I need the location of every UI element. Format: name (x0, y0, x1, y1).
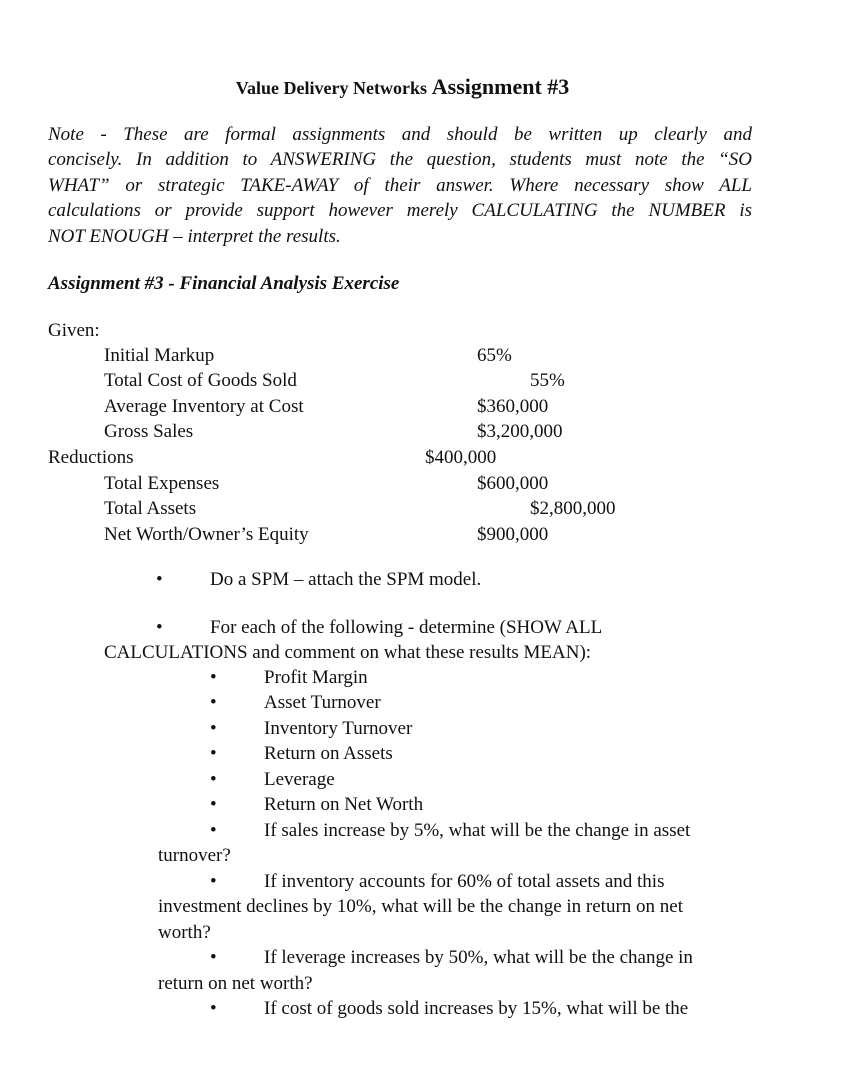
given-label-cogs: Total Cost of Goods Sold (104, 370, 297, 391)
list-item: Leverage (264, 769, 335, 790)
question-line: If leverage increases by 50%, what will be the change in (264, 947, 693, 968)
section-heading: Assignment #3 - Financial Analysis Exercise (48, 273, 400, 294)
bullet-icon: • (210, 769, 217, 790)
given-value: $600,000 (477, 473, 549, 494)
bullet-icon: • (210, 871, 217, 892)
question-line: If inventory accounts for 60% of total assets and this (264, 871, 665, 892)
note-line: WHAT” or strategic TAKE-AWAY of their answer. Where necessary show ALL (48, 175, 752, 196)
given-label-initial-markup: Initial Markup (104, 345, 215, 366)
given-value: 65% (477, 345, 512, 366)
list-item: Inventory Turnover (264, 718, 413, 739)
bullet-icon: • (210, 998, 217, 1019)
question-line: If cost of goods sold increases by 15%, what will be the (264, 998, 689, 1019)
list-item: Asset Turnover (264, 692, 381, 713)
question-line: investment declines by 10%, what will be the change in return on net (158, 896, 683, 917)
bullet-icon: • (210, 718, 217, 739)
note-line: NOT ENOUGH – interpret the results. (48, 226, 341, 247)
given-label-reductions: Reductions (48, 447, 134, 468)
document-title: Value Delivery Networks Assignment #3 (235, 74, 570, 99)
question-line: If sales increase by 5%, what will be the change in asset (264, 820, 691, 841)
given-label-total-expenses: Total Expenses (104, 473, 220, 494)
given-label-net-worth: Net Worth/Owner’s Equity (104, 524, 309, 545)
task-each: CALCULATIONS and comment on what these results MEAN): (104, 642, 592, 663)
bullet-icon: • (210, 947, 217, 968)
given-value: $900,000 (477, 524, 549, 545)
given-value: $400,000 (425, 447, 497, 468)
bullet-icon: • (210, 667, 217, 688)
given-value: $2,800,000 (530, 498, 616, 519)
question-line: return on net worth? (158, 973, 313, 994)
bullet-icon: • (210, 820, 217, 841)
bullet-icon: • (156, 569, 163, 590)
given-value: $3,200,000 (477, 421, 563, 442)
note-line: concisely. In addition to ANSWERING the question, students must note the “SO (48, 149, 752, 170)
list-item: Return on Assets (264, 743, 393, 764)
note-line: calculations or provide support however merely CALCULATING the NUMBER is (48, 200, 752, 221)
task-spm: Do a SPM – attach the SPM model. (210, 569, 482, 590)
given-value: $360,000 (477, 396, 549, 417)
given-label: Given: (48, 320, 100, 341)
list-item: Profit Margin (264, 667, 368, 688)
bullet-icon: • (210, 794, 217, 815)
given-value: 55% (530, 370, 565, 391)
question-line: worth? (158, 922, 211, 943)
note-line: Note - These are formal assignments and should be written up clearly and (48, 124, 752, 145)
given-label-avg-inventory: Average Inventory at Cost (104, 396, 304, 417)
bullet-icon: • (210, 743, 217, 764)
question-line: turnover? (158, 845, 231, 866)
given-label-gross-sales: Gross Sales (104, 421, 194, 442)
given-label-total-assets: Total Assets (104, 498, 197, 519)
bullet-icon: • (210, 692, 217, 713)
list-item: Return on Net Worth (264, 794, 424, 815)
bullet-icon: • (156, 617, 163, 638)
task-each: For each of the following - determine (SHOW ALL (210, 617, 603, 638)
